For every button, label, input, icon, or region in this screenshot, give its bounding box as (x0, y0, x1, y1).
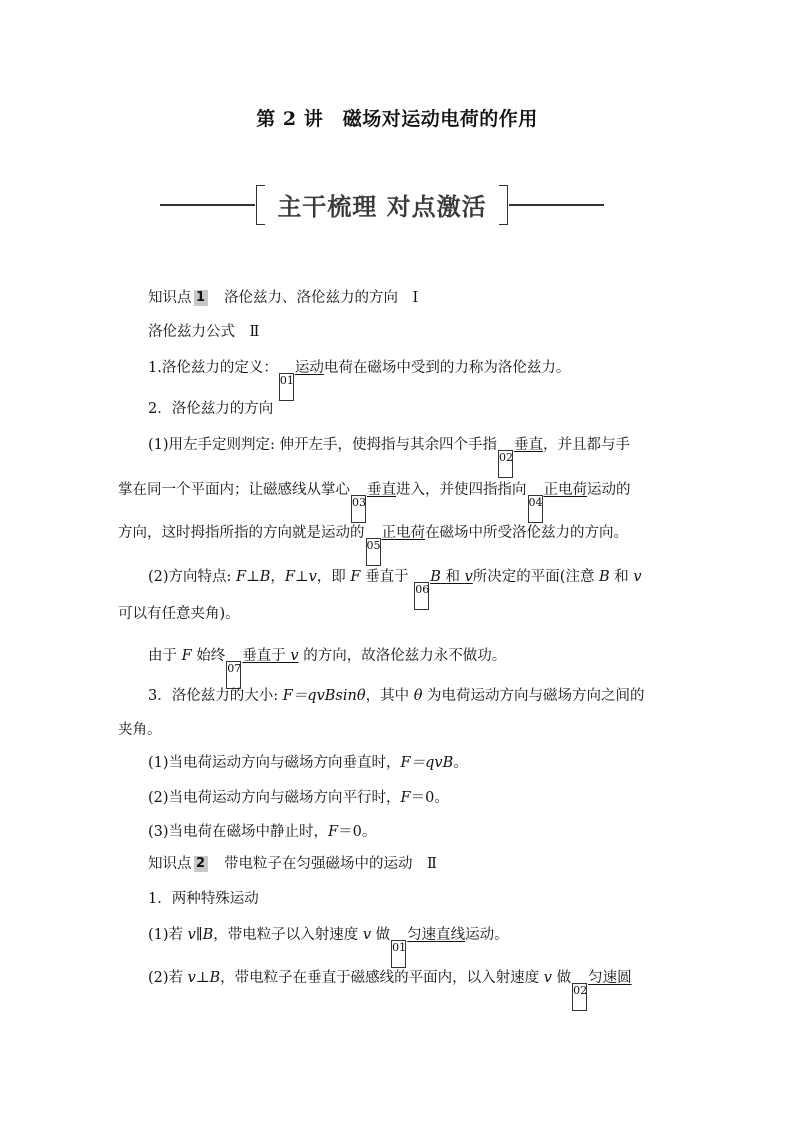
text-segment: 知识点 (148, 290, 192, 306)
banner-left-bracket (256, 185, 265, 225)
answer-text (242, 648, 298, 664)
text-segment: F (284, 569, 295, 585)
section-banner (160, 183, 604, 227)
text-segment: 和 (609, 569, 634, 585)
text-segment: v (633, 569, 642, 585)
text-segment: B (259, 569, 271, 585)
text-segment: ， (270, 569, 285, 585)
text-segment: ，即 (316, 569, 351, 585)
text-segment: B (209, 970, 221, 986)
text-segment: B (599, 569, 610, 585)
text-segment: v (308, 569, 317, 585)
text-segment: F (400, 790, 411, 806)
answer-box: 01 (279, 373, 294, 401)
text-segment: v (187, 927, 196, 943)
text-segment: 。 (453, 755, 468, 771)
text-segment: F (328, 824, 339, 840)
knowledge-point-1-formula (148, 321, 259, 343)
text-segment: 带电粒子在匀强磁场中的运动 (224, 856, 413, 872)
para-definition (148, 357, 570, 401)
text-segment: Ⅱ (249, 324, 260, 340)
text-segment: 洛伦兹力公式 (148, 324, 235, 340)
answer-text: 垂直 (367, 482, 396, 498)
text-segment: 的方向，故洛伦兹力永不做功。 (298, 648, 507, 664)
para-no-work (148, 645, 506, 689)
text-segment: 由于 (148, 648, 182, 664)
text-segment: 知识点 (148, 856, 192, 872)
text-segment: ⊥ (294, 569, 309, 585)
text-segment: 在磁场中所受洛伦兹力的方向。 (425, 525, 628, 541)
text-segment: ⊥ (195, 970, 210, 986)
text-segment: ，其中 (365, 688, 414, 704)
knowledge-number-badge: 2 (194, 856, 208, 872)
text-segment: θ (413, 688, 423, 704)
text-segment: 掌在同一个平面内；让磁感线从掌心 (118, 482, 350, 498)
para-perpendicular-motion (148, 967, 632, 1011)
answer-text (430, 569, 473, 585)
text-segment: (1)当电荷运动方向与磁场方向垂直时， (148, 755, 401, 771)
banner-right-bracket (499, 185, 508, 225)
para-direction-features-line2: 可以有任意夹角)。 (118, 606, 240, 622)
banner-left-rule (160, 204, 255, 206)
text-segment: (2)方向特点: (148, 569, 237, 585)
para-left-hand-rule (148, 434, 630, 478)
text-segment: B (430, 569, 441, 585)
answer-box: 05 (366, 538, 381, 566)
text-segment: Ⅰ (412, 290, 419, 306)
text-segment: v (362, 927, 372, 943)
knowledge-number-badge: 1 (194, 290, 208, 306)
answer-text: 垂直 (514, 437, 544, 453)
text-segment: 做 (551, 970, 572, 986)
text-segment: B (202, 927, 214, 943)
answer-text: 正电荷 (381, 525, 425, 541)
answer-box: 07 (226, 661, 241, 689)
text-segment: 和 (440, 569, 465, 585)
answer-text: 匀速直线 (407, 927, 466, 943)
answer-box: 04 (528, 495, 543, 523)
text-segment: 垂直于 (242, 648, 291, 664)
answer-box: 02 (498, 450, 513, 478)
text-segment: F＝qvBsinθ (282, 688, 366, 704)
text-segment: ⊥ (246, 569, 260, 585)
text-segment: 进入，并使四指指向 (396, 482, 527, 498)
section-heading: 1．两种特殊运动 (148, 891, 259, 907)
para-magnitude-line2: 夹角。 (118, 722, 162, 738)
text-segment: ＝0。 (338, 824, 377, 840)
text-segment: v (290, 648, 299, 664)
text-segment: 运动的 (587, 482, 631, 498)
text-segment: 洛伦兹力、洛伦兹力的方向 (224, 290, 398, 306)
answer-text: 正电荷 (543, 482, 587, 498)
text-segment: (1)用左手定则判定: 伸开左手，使拇指与其余四个手指 (148, 437, 498, 453)
para-magnitude (148, 685, 645, 707)
text-segment: 垂直于 (360, 569, 414, 585)
text-segment: 方向，这时拇指所指的方向就是运动的 (118, 525, 365, 541)
text-segment: F (236, 569, 247, 585)
para-case-parallel (148, 787, 449, 809)
answer-box: 06 (414, 582, 429, 610)
text-segment: ，带电粒子在垂直于磁感线的平面内，以入射速度 (220, 970, 544, 986)
text-segment: 始终 (191, 648, 226, 664)
text-segment: (2)若 (148, 970, 188, 986)
answer-box: 03 (351, 495, 366, 523)
text-segment: (3)当电荷在磁场中静止时， (148, 824, 329, 840)
para-case-perpendicular (148, 752, 468, 774)
section-heading: 2．洛伦兹力的方向 (148, 401, 274, 417)
text-segment: 为电荷运动方向与磁场方向之间的 (422, 688, 645, 704)
text-segment: ∥ (195, 927, 203, 943)
knowledge-point-2 (148, 853, 437, 875)
answer-text: 运动 (294, 360, 324, 376)
text-segment: F (350, 569, 361, 585)
text-segment: (1)若 (148, 927, 188, 943)
text-segment: F＝qvB (400, 755, 454, 771)
answer-box: 02 (572, 983, 587, 1011)
text-segment: F (181, 648, 192, 664)
para-case-static (148, 821, 376, 843)
text-segment: 1.洛伦兹力的定义： (148, 360, 278, 376)
answer-box: 01 (391, 940, 406, 968)
text-segment: v (543, 970, 552, 986)
text-segment: v (464, 569, 473, 585)
para-left-hand-rule-line3 (118, 522, 628, 566)
answer-text: 匀速圆 (588, 970, 632, 986)
text-segment: ，并且都与手 (543, 437, 631, 453)
text-segment: 3．洛伦兹力的大小: (148, 688, 283, 704)
text-segment: Ⅱ (427, 856, 437, 872)
text-segment: 所决定的平面(注意 (472, 569, 600, 585)
text-segment: ＝0。 (410, 790, 449, 806)
knowledge-point-1 (148, 287, 418, 309)
para-parallel-motion (148, 924, 509, 968)
para-left-hand-rule-line2 (118, 479, 631, 523)
page-title: 第 2 讲 磁场对运动电荷的作用 (256, 108, 538, 130)
text-segment: ，带电粒子以入射速度 (213, 927, 363, 943)
text-segment: 运动。 (465, 927, 509, 943)
text-segment: 电荷在磁场中受到的力称为洛伦兹力。 (323, 360, 571, 376)
text-segment: (2)当电荷运动方向与磁场方向平行时， (148, 790, 401, 806)
text-segment: 做 (371, 927, 391, 943)
banner-right-rule (509, 204, 604, 206)
banner-title: 主干梳理 对点激活 (277, 192, 487, 221)
text-segment: v (187, 970, 196, 986)
